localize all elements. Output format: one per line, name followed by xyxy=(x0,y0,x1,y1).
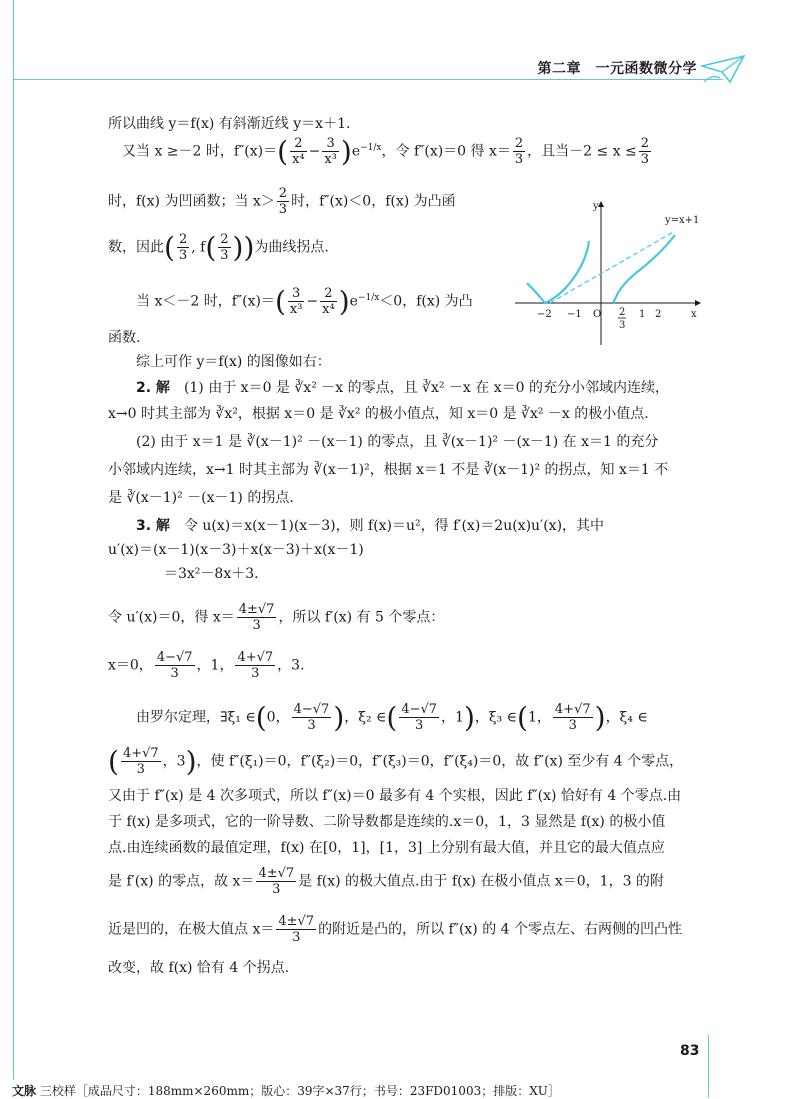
problem-3-line-1: 3. 解 令 u(x)＝x(x－1)(x－3)，则 f(x)＝u²，得 f′(x)＝2u(x)u′(x)，其中 xyxy=(136,518,605,534)
problem-3-rolle-2: ( $\frac{4+√7}{3}$ ，3)，使 f″(ξ₁)＝0，f″(ξ₂)＝0，f″(ξ₃)＝0，f″(ξ₄)＝0，故 f″(x) 至少有 4 个零点， xyxy=(108,745,684,778)
left-curve xyxy=(527,241,589,303)
problem-3-zero-list: x＝0， $\frac{4-√7}{3}$ ，1， $\frac{4+√7}{3}$ ，3. xyxy=(108,650,305,681)
problem-2-line-3: (2) 由于 x＝1 是 ∛(x－1)² －(x－1) 的零点，且 ∛(x－1)² －(x－1) 在 x＝1 的充分 xyxy=(136,434,659,450)
axis-y-label: y xyxy=(593,201,599,212)
y-axis-arrow xyxy=(598,201,604,207)
line-function: 函数. xyxy=(108,330,141,346)
tick-origin: O xyxy=(593,309,602,320)
tick-2: 2 xyxy=(655,309,662,320)
problem-2-line-2: x→0 时其主部为 ∛x²，根据 x＝0 是 ∛x² 的极小值点，知 x＝0 是 ∛x² －x 的极小值点. xyxy=(108,406,649,422)
problem-3-rolle: 由罗尔定理，∃ξ₁ ∈(0， $\frac{4-√7}{3}$ )，ξ₂ ∈( $\frac{4-√7}{3}$ ，1)，ξ₃ ∈(1， $\frac{4+√7}{3}$ )，ξ₄ ∈ xyxy=(136,701,648,734)
problem-3-zeros: 令 u′(x)＝0，得 x＝ $\frac{4\pm√7}{3}$ ，所以 f′(x) 有 5 个零点： xyxy=(108,602,445,633)
line-inflection: 数，因此( $\frac{2}{3}$ , f( $\frac{2}{3}$ ))为曲线拐点. xyxy=(108,231,329,264)
asymptote-line xyxy=(550,231,675,303)
line-concave: 时，f(x) 为凹函数；当 x＞ $\frac{2}{3}$ 时，f″(x)＜0，f(x) 为凸函 xyxy=(108,186,456,217)
tick-frac-den: 3 xyxy=(619,320,626,331)
problem-2-line-1: 2. 解 (1) 由于 x＝0 是 ∛x² －x 的零点，且 ∛x² －x 在 x＝0 的充分小邻域内连续， xyxy=(136,380,669,396)
tick-1: 1 xyxy=(639,309,646,320)
line-convex: 当 x＜－2 时，f″(x)＝( $\frac{3}{\text{x³}}$ − $\frac{2}{\text{x⁴}}$ )$e^{-1/x}<0$，f(x) 为凸 xyxy=(136,285,473,318)
problem-3-line-2: u′(x)＝(x－1)(x－3)＋x(x－3)＋x(x－1) xyxy=(108,542,364,558)
problem-2-line-4: 小邻域内连续，x→1 时其主部为 ∛(x－1)²，根据 x＝1 不是 ∛(x－1)² 的拐点，知 x＝1 不 xyxy=(108,462,669,478)
line-asymptote: 所以曲线 y＝f(x) 有斜渐近线 y＝x＋1. xyxy=(108,116,351,132)
problem-2-line-5: 是 ∛(x－1)² －(x－1) 的拐点. xyxy=(108,490,294,506)
tick-minus-1: −1 xyxy=(567,309,582,320)
footer: 文脉 三校样［成品尺寸：188mm×260mm；版心：39字×37行；书号：23FD01003；排版：XU］ xyxy=(12,1084,560,1098)
problem-3-line-j: 点.由连续函数的最值定理，f(x) 在[0，1]，[1，3] 上分别有最大值，并且它的最大值点应 xyxy=(108,840,665,856)
asymptote-label: y=x+1 xyxy=(665,215,700,226)
paper-plane-icon xyxy=(700,52,748,88)
right-curve xyxy=(613,235,675,303)
header-rule xyxy=(13,79,723,80)
problem-3-line-3: ＝3x²－8x＋3. xyxy=(164,566,259,582)
function-graph xyxy=(515,195,705,345)
tick-minus-2: −2 xyxy=(537,309,552,320)
left-margin-line xyxy=(13,0,14,1080)
problem-3-line-i: 于 f(x) 是多项式，它的一阶导数、二阶导数都是连续的.x＝0，1，3 显然是 f(x) 的极小值 xyxy=(108,814,666,830)
tick-frac-num: 2 xyxy=(619,307,626,318)
line-summary: 综上可作 y＝f(x) 的图像如右： xyxy=(136,354,331,370)
problem-3-line-l: 近是凹的，在极大值点 x＝ $\frac{4\pm√7}{3}$ 的附近是凸的，所以 f″(x) 的 4 个零点左、右两侧的凹凸性 xyxy=(108,914,683,945)
problem-3-line-k: 是 f′(x) 的零点，故 x＝ $\frac{4\pm√7}{3}$ 是 f(x) 的极大值点.由于 f(x) 在极小值点 x＝0，1，3 的附 xyxy=(108,866,664,897)
x-axis-arrow xyxy=(695,300,701,306)
page-number-line xyxy=(708,1035,709,1098)
problem-3-line-m: 改变，故 f(x) 恰有 4 个拐点. xyxy=(108,960,290,976)
axis-x-label: x xyxy=(691,309,697,320)
line-second-derivative-1: 又当 x ≥－2 时，f″(x)＝( $\frac{2}{\text{x⁴}}$ − $\frac{3}{\text{x³}}$ )$e^{-1/x}$，令 f″(x)＝0 得 x＝ $\frac{2}{3}$ ，且当－2 ≤ x ≤ $\frac{2}{3}$ xyxy=(122,135,650,168)
chapter-title: 第二章 一元函数微分学 xyxy=(537,61,697,77)
page-number: 83 xyxy=(680,1043,700,1059)
problem-3-line-h: 又由于 f″(x) 是 4 次多项式，所以 f″(x)＝0 最多有 4 个实根，因此 f″(x) 恰好有 4 个零点.由 xyxy=(108,788,682,804)
